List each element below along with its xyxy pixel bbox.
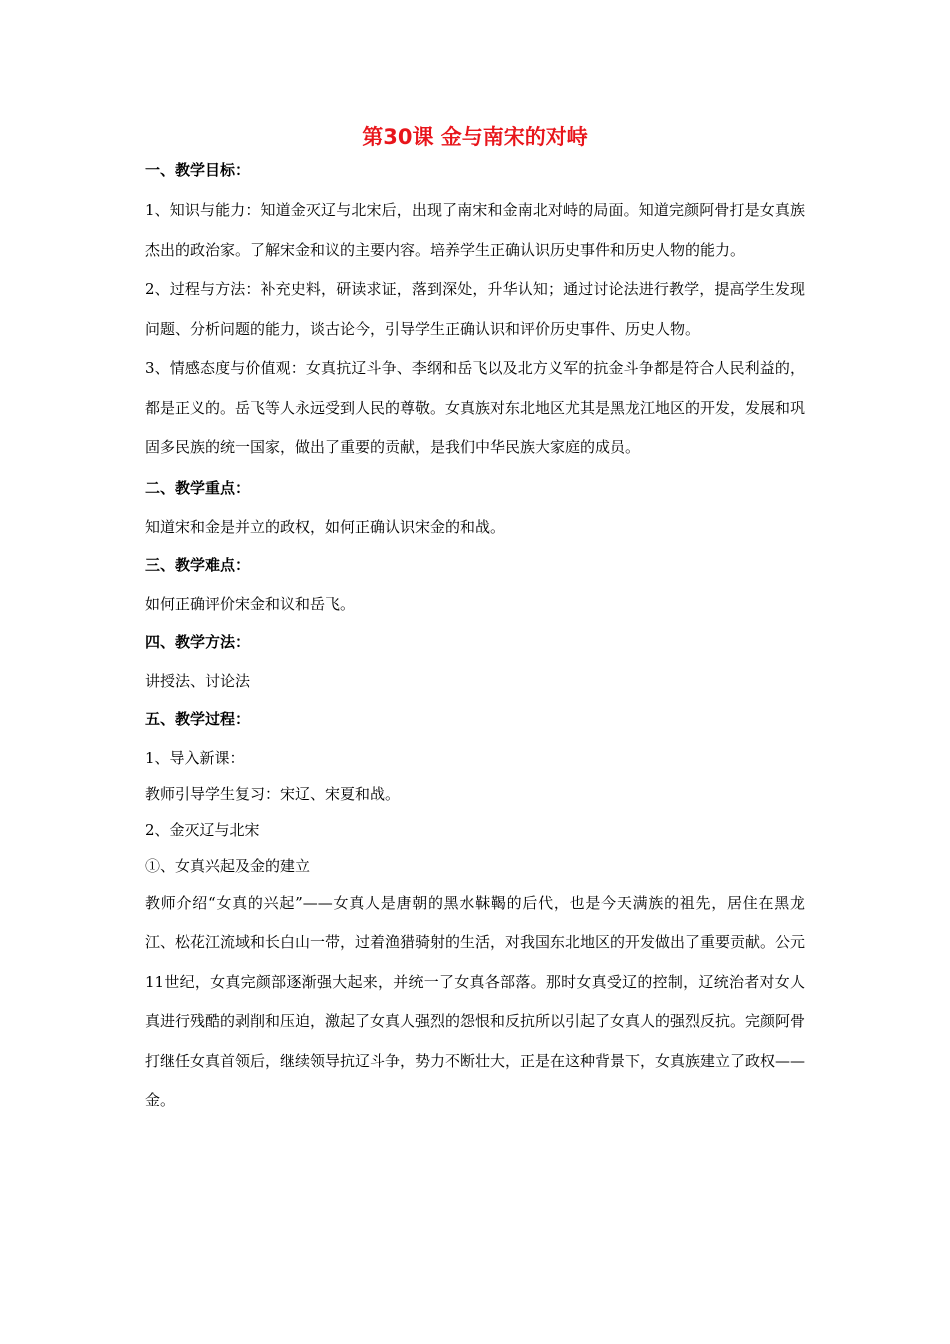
methods-text: 讲授法、讨论法 — [145, 671, 251, 690]
process-substep-1-text: 教师介绍“女真的兴起”——女真人是唐朝的黑水靺鞨的后代，也是今天满族的祖先，居住在黑龙江、松花江流域和长白山一带，过着渔猎骑射的生活，对我国东北地区的开发做出了重要贡献。公元11世纪，女真完颜部逐渐强大起来，并统一了女真各部落。那时女真受辽的控制，辽统治者对女人真进行残酷的剥削和压迫，激起了女真人强烈的怨恨和反抗所以引起了女真人的强烈反抗。完颜阿骨打继任女真首领后，继续领导抗辽斗争，势力不断壮大，正是在这种背景下，女真族建立了政权——金。 — [145, 893, 806, 1109]
page-title: 第30课 金与南宋的对峙 — [362, 125, 588, 149]
objective-process: 2、过程与方法：补充史料，研读求证，落到深处，升华认知；通过讨论法进行教学，提高学生发现问题、分析问题的能力，谈古论今，引导学生正确认识和评价历史事件、历史人物。 — [145, 280, 805, 338]
objective-knowledge: 1、知识与能力：知道金灭辽与北宋后，出现了南宋和金南北对峙的局面。知道完颜阿骨打是女真族杰出的政治家。了解宋金和议的主要内容。培养学生正确认识历史事件和历史人物的能力。 — [145, 201, 805, 259]
section-heading-methods: 四、教学方法： — [145, 632, 251, 651]
process-step-1: 1、导入新课： — [145, 748, 245, 767]
section-heading-objectives: 一、教学目标： — [145, 161, 251, 179]
section-heading-process: 五、教学过程： — [145, 709, 251, 728]
section-heading-key-points: 二、教学重点： — [145, 478, 251, 497]
process-substep-1: ①、女真兴起及金的建立 — [145, 856, 311, 875]
section-heading-difficulties: 三、教学难点： — [145, 555, 251, 574]
process-step-2: 2、金灭辽与北宋 — [145, 820, 260, 839]
key-points-text: 知道宋和金是并立的政权，如何正确认识宋金的和战。 — [145, 517, 506, 536]
document-body — [145, 122, 805, 1121]
difficulties-text: 如何正确评价宋金和议和岳飞。 — [145, 594, 356, 613]
objective-attitude: 3、情感态度与价值观：女真抗辽斗争、李纲和岳飞以及北方义军的抗金斗争都是符合人民利益的，都是正义的。岳飞等人永远受到人民的尊敬。女真族对东北地区尤其是黑龙江地区的开发，发展和巩固多民族的统一国家，做出了重要的贡献，是我们中华民族大家庭的成员。 — [145, 359, 806, 456]
process-step-1-text: 教师引导学生复习：宋辽、宋夏和战。 — [145, 784, 401, 803]
